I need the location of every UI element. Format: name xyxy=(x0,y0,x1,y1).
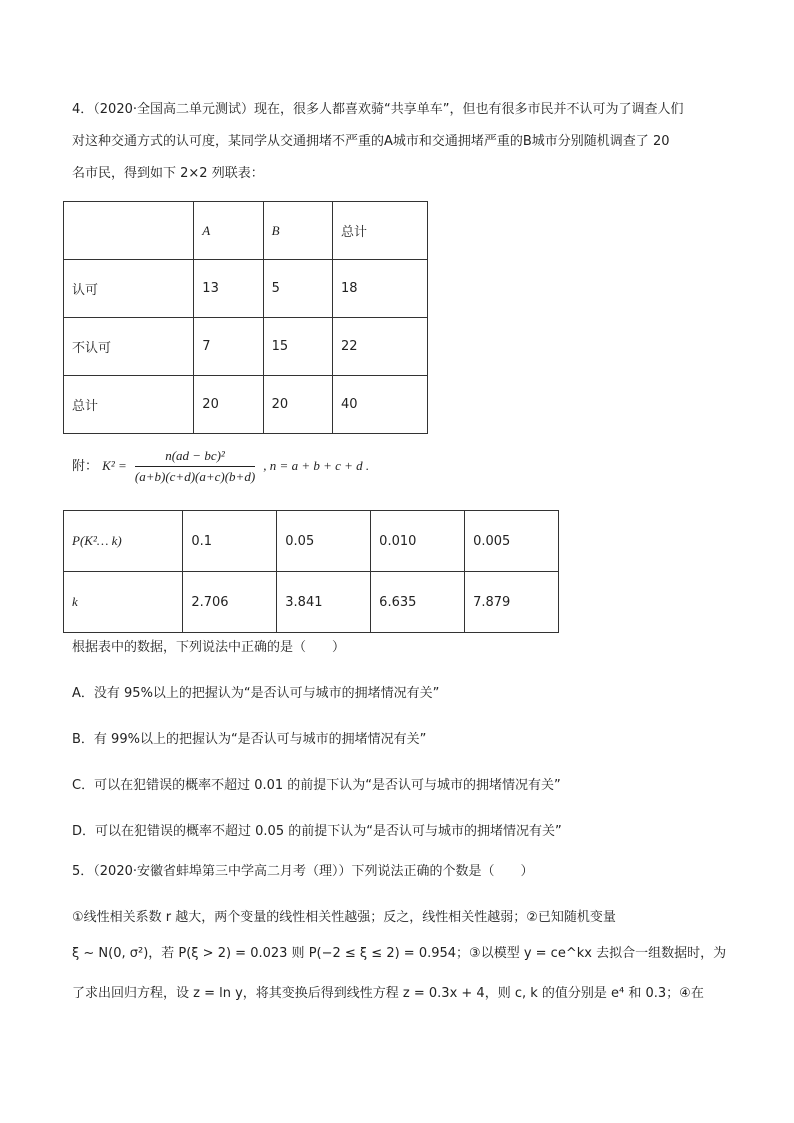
option-d: D．可以在犯错误的概率不超过 0.05 的前提下认为“是否认可与城市的拥堵情况有关” xyxy=(72,824,562,839)
table-cell: 5 xyxy=(263,260,332,318)
q4-line-1: 4．（2020·全国高二单元测试）现在，很多人都喜欢骑“共享单车”，但也有很多市民并不认可为了调查人们 xyxy=(72,102,684,117)
table-cell: P(K²… k) xyxy=(64,511,183,572)
table-cell: 总计 xyxy=(332,202,427,260)
critical-value-table xyxy=(63,510,559,633)
table-cell: 6.635 xyxy=(371,572,465,633)
table-row xyxy=(64,202,428,260)
formula-suffix: , n = a + b + c + d . xyxy=(263,458,370,473)
table-cell: 3.841 xyxy=(277,572,371,633)
table-cell: A xyxy=(194,202,263,260)
table-cell: 22 xyxy=(332,318,427,376)
table-cell: 7 xyxy=(194,318,263,376)
formula-fraction xyxy=(135,448,255,485)
formula-denominator: (a+b)(c+d)(a+c)(b+d) xyxy=(134,469,256,484)
option-c: C．可以在犯错误的概率不超过 0.01 的前提下认为“是否认可与城市的拥堵情况有关” xyxy=(72,778,561,793)
option-b: B．有 99%以上的把握认为“是否认可与城市的拥堵情况有关” xyxy=(72,732,427,747)
table-cell: k xyxy=(64,572,183,633)
table-cell: 0.010 xyxy=(371,511,465,572)
q5-line-3: 了求出回归方程，设 z = ln y，将其变换后得到线性方程 z = 0.3x + 4，则 c, k 的值分别是 e⁴ 和 0.3；④在 xyxy=(72,986,704,1001)
table-cell: 不认可 xyxy=(64,318,194,376)
table-cell: 总计 xyxy=(64,376,194,434)
table-cell: B xyxy=(263,202,332,260)
table-row xyxy=(64,260,428,318)
table-cell: 0.1 xyxy=(183,511,277,572)
table-row xyxy=(64,318,428,376)
formula-prefix: 附： xyxy=(72,459,99,474)
table-cell: 7.879 xyxy=(465,572,559,633)
formula-lhs: K² = xyxy=(102,458,127,473)
q4-question: 根据表中的数据，下列说法中正确的是（ ） xyxy=(72,640,346,655)
table-cell: 40 xyxy=(332,376,427,434)
q5-title: 5．（2020·安徽省蚌埠第三中学高二月考（理））下列说法正确的个数是（ ） xyxy=(72,864,534,879)
table-row xyxy=(64,376,428,434)
q4-line-3: 名市民，得到如下 2×2 列联表： xyxy=(72,166,264,181)
q5-line-1: ①线性相关系数 r 越大，两个变量的线性相关性越强；反之，线性相关性越弱；②已知随机变量 xyxy=(72,910,616,925)
table-cell: 20 xyxy=(194,376,263,434)
table-cell: 0.005 xyxy=(465,511,559,572)
table-row xyxy=(64,511,559,572)
table-cell: 15 xyxy=(263,318,332,376)
table-cell: 0.05 xyxy=(277,511,371,572)
q4-line-2: 对这种交通方式的认可度，某同学从交通拥堵不严重的A城市和交通拥堵严重的B城市分别随机调查了 20 xyxy=(72,134,670,149)
table-cell: 13 xyxy=(194,260,263,318)
table-cell xyxy=(64,202,194,260)
q5-line-2: ξ ~ N(0, σ²)，若 P(ξ > 2) = 0.023 则 P(−2 ≤ ξ ≤ 2) = 0.954；③以模型 y = ce^kx 去拟合一组数据时，为 xyxy=(72,946,727,961)
table-cell: 20 xyxy=(263,376,332,434)
table-row xyxy=(64,572,559,633)
formula-numerator: n(ad − bc)² xyxy=(135,448,255,467)
formula-line xyxy=(72,448,369,485)
option-a: A．没有 95%以上的把握认为“是否认可与城市的拥堵情况有关” xyxy=(72,686,440,701)
table-cell: 认可 xyxy=(64,260,194,318)
contingency-table xyxy=(63,201,428,434)
table-cell: 2.706 xyxy=(183,572,277,633)
table-cell: 18 xyxy=(332,260,427,318)
